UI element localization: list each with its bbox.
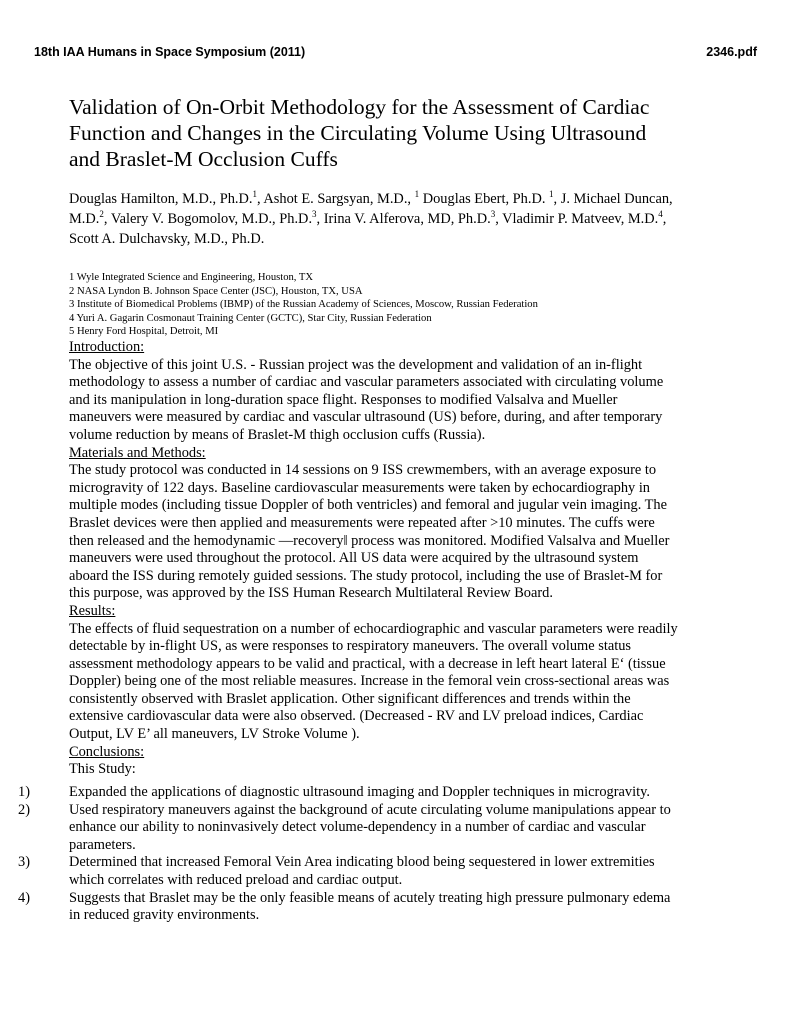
- list-item-line: enhance our ability to noninvasively detect volume-dependency in a number of cardiac and vascular: [69, 819, 646, 836]
- paper-title: [69, 94, 749, 172]
- paragraph-line: assessment methodology appears to be valid and practical, with a decrease in left heart lateral E‘ (tissue: [69, 655, 666, 672]
- author-text: , J. Michael Duncan,: [553, 191, 673, 207]
- affiliations: [69, 271, 538, 339]
- conclusions-list: [18, 784, 758, 925]
- affiliation-line: 4 Yuri A. Gagarin Cosmonaut Training Center (GCTC), Star City, Russian Federation: [69, 312, 432, 324]
- author-line: [69, 209, 749, 229]
- affiliation-line: 1 Wyle Integrated Science and Engineering, Houston, TX: [69, 272, 314, 283]
- author-line: Scott A. Dulchavsky, M.D., Ph.D.: [69, 231, 265, 247]
- author-list: [69, 189, 749, 249]
- paragraph-line: volume reduction by means of Braslet-M thigh occlusion cuffs (Russia).: [69, 426, 486, 443]
- paragraph-line: detectable by in-flight US, as were responses to respiratory maneuvers. The overall volume status: [69, 638, 632, 655]
- file-name: 2346.pdf: [706, 45, 757, 59]
- paragraph-line: maneuvers were used throughout the protocol. All US data were acquired by the ultrasound system: [69, 550, 639, 567]
- paragraph-line: methodology to assess a number of cardiac and vascular parameters associated with circulating volume: [69, 374, 664, 391]
- paragraph-line: consistently observed with Braslet application. Other significant differences and trends within the: [69, 690, 631, 707]
- author-text: , Ashot E. Sargsyan, M.D.,: [256, 191, 415, 207]
- list-item-line: Suggests that Braslet may be the only feasible means of acutely treating high pressure pulmonary edema: [69, 889, 671, 906]
- paragraph-line: then released and the hemodynamic ―recovery‖ process was monitored. Modified Valsalva and Mueller: [69, 532, 670, 549]
- list-item: [18, 854, 758, 889]
- abstract-body: [69, 339, 759, 779]
- paragraph-line: The effects of fluid sequestration on a number of echocardiographic and vascular parameters were readily: [69, 620, 678, 637]
- affiliation-ref: 1: [252, 189, 257, 200]
- paragraph-line: Output, LV E’ all maneuvers, LV Stroke Volume ).: [69, 726, 360, 743]
- list-number: 2): [18, 801, 30, 818]
- section-heading-methods: Materials and Methods:: [69, 444, 206, 461]
- section-heading-results: Results:: [69, 602, 116, 619]
- paragraph-line: Doppler) being one of the most reliable measures. Increase in the femoral vein cross-sectional areas was: [69, 673, 670, 690]
- author-text: ,: [662, 211, 667, 227]
- affiliation-ref: 2: [99, 209, 104, 220]
- author-text: , Vladimir P. Matveev, M.D.: [495, 211, 659, 227]
- list-item-line: Determined that increased Femoral Vein Area indicating blood being sequestered in lower extremities: [69, 854, 655, 871]
- list-item: [18, 802, 758, 855]
- author-text: Douglas Ebert, Ph.D.: [419, 191, 550, 207]
- author-text: M.D.: [69, 211, 100, 227]
- author-text: , Irina V. Alferova, MD, Ph.D.: [316, 211, 491, 227]
- conclusions-intro: This Study:: [69, 761, 136, 778]
- section-heading-conclusions: Conclusions:: [69, 743, 145, 760]
- list-item-line: parameters.: [69, 836, 136, 853]
- list-item-line: Expanded the applications of diagnostic ultrasound imaging and Doppler techniques in microgravity.: [69, 784, 650, 800]
- paragraph-line: Braslet devices were then applied and measurements were repeated after >10 minutes. The cuffs were: [69, 514, 655, 531]
- conference-header: 18th IAA Humans in Space Symposium (2011): [34, 45, 306, 59]
- paragraph-line: microgravity of 122 days. Baseline cardiovascular measurements were taken by echocardiography in: [69, 479, 651, 496]
- affiliation-line: 5 Henry Ford Hospital, Detroit, MI: [69, 326, 219, 338]
- affiliation-ref: 1: [549, 189, 554, 200]
- paragraph-line: The study protocol was conducted in 14 sessions on 9 ISS crewmembers, with an average exposure to: [69, 462, 657, 479]
- list-item-line: which correlates with reduced preload and cardiac output.: [69, 871, 403, 888]
- paragraph-line: and its manipulation in long-duration space flight. Responses to modified Valsalva and Mueller: [69, 391, 618, 408]
- list-item: [18, 890, 758, 925]
- paragraph-line: this purpose, was approved by the ISS Human Research Multilateral Review Board.: [69, 585, 553, 602]
- affiliation-ref: 1: [414, 189, 420, 200]
- affiliation-line: 2 NASA Lyndon B. Johnson Space Center (JSC), Houston, TX, USA: [69, 285, 363, 297]
- affiliation-ref: 3: [312, 209, 317, 220]
- section-heading-introduction: Introduction:: [69, 339, 145, 355]
- paragraph-line: multiple modes (including tissue Doppler of both ventricles) and femoral and jugular vein imaging. The: [69, 497, 668, 514]
- list-item-line: Used respiratory maneuvers against the background of acute circulating volume manipulations appear to: [69, 801, 671, 818]
- list-number: 4): [18, 889, 30, 906]
- affiliation-line: 3 Institute of Biomedical Problems (IBMP) of the Russian Academy of Sciences, Moscow, Russian Federation: [69, 299, 538, 311]
- affiliation-ref: 3: [490, 209, 496, 220]
- list-number: 1): [18, 784, 30, 800]
- author-line: [69, 189, 749, 209]
- author-text: , Valery V. Bogomolov, M.D., Ph.D.: [103, 211, 313, 227]
- list-item-line: in reduced gravity environments.: [69, 907, 260, 924]
- title-line: and Braslet-M Occlusion Cuffs: [69, 147, 338, 171]
- title-line: Validation of On-Orbit Methodology for the Assessment of Cardiac: [69, 95, 650, 119]
- author-text: Douglas Hamilton, M.D., Ph.D.: [69, 191, 253, 207]
- paragraph-line: aboard the ISS during remotely guided sessions. The study protocol, including the use of Braslet-M for: [69, 567, 663, 584]
- affiliation-ref: 4: [658, 209, 663, 220]
- title-line: Function and Changes in the Circulating Volume Using Ultrasound: [69, 121, 647, 145]
- paragraph-line: The objective of this joint U.S. - Russian project was the development and validation of an in-flight: [69, 356, 643, 373]
- paragraph-line: extensive cardiovascular data were also observed. (Decreased - RV and LV preload indices, Cardiac: [69, 708, 644, 725]
- list-number: 3): [18, 854, 30, 871]
- paragraph-line: maneuvers were measured by cardiac and vascular ultrasound (US) before, during, and after temporary: [69, 409, 663, 426]
- list-item: [18, 784, 758, 802]
